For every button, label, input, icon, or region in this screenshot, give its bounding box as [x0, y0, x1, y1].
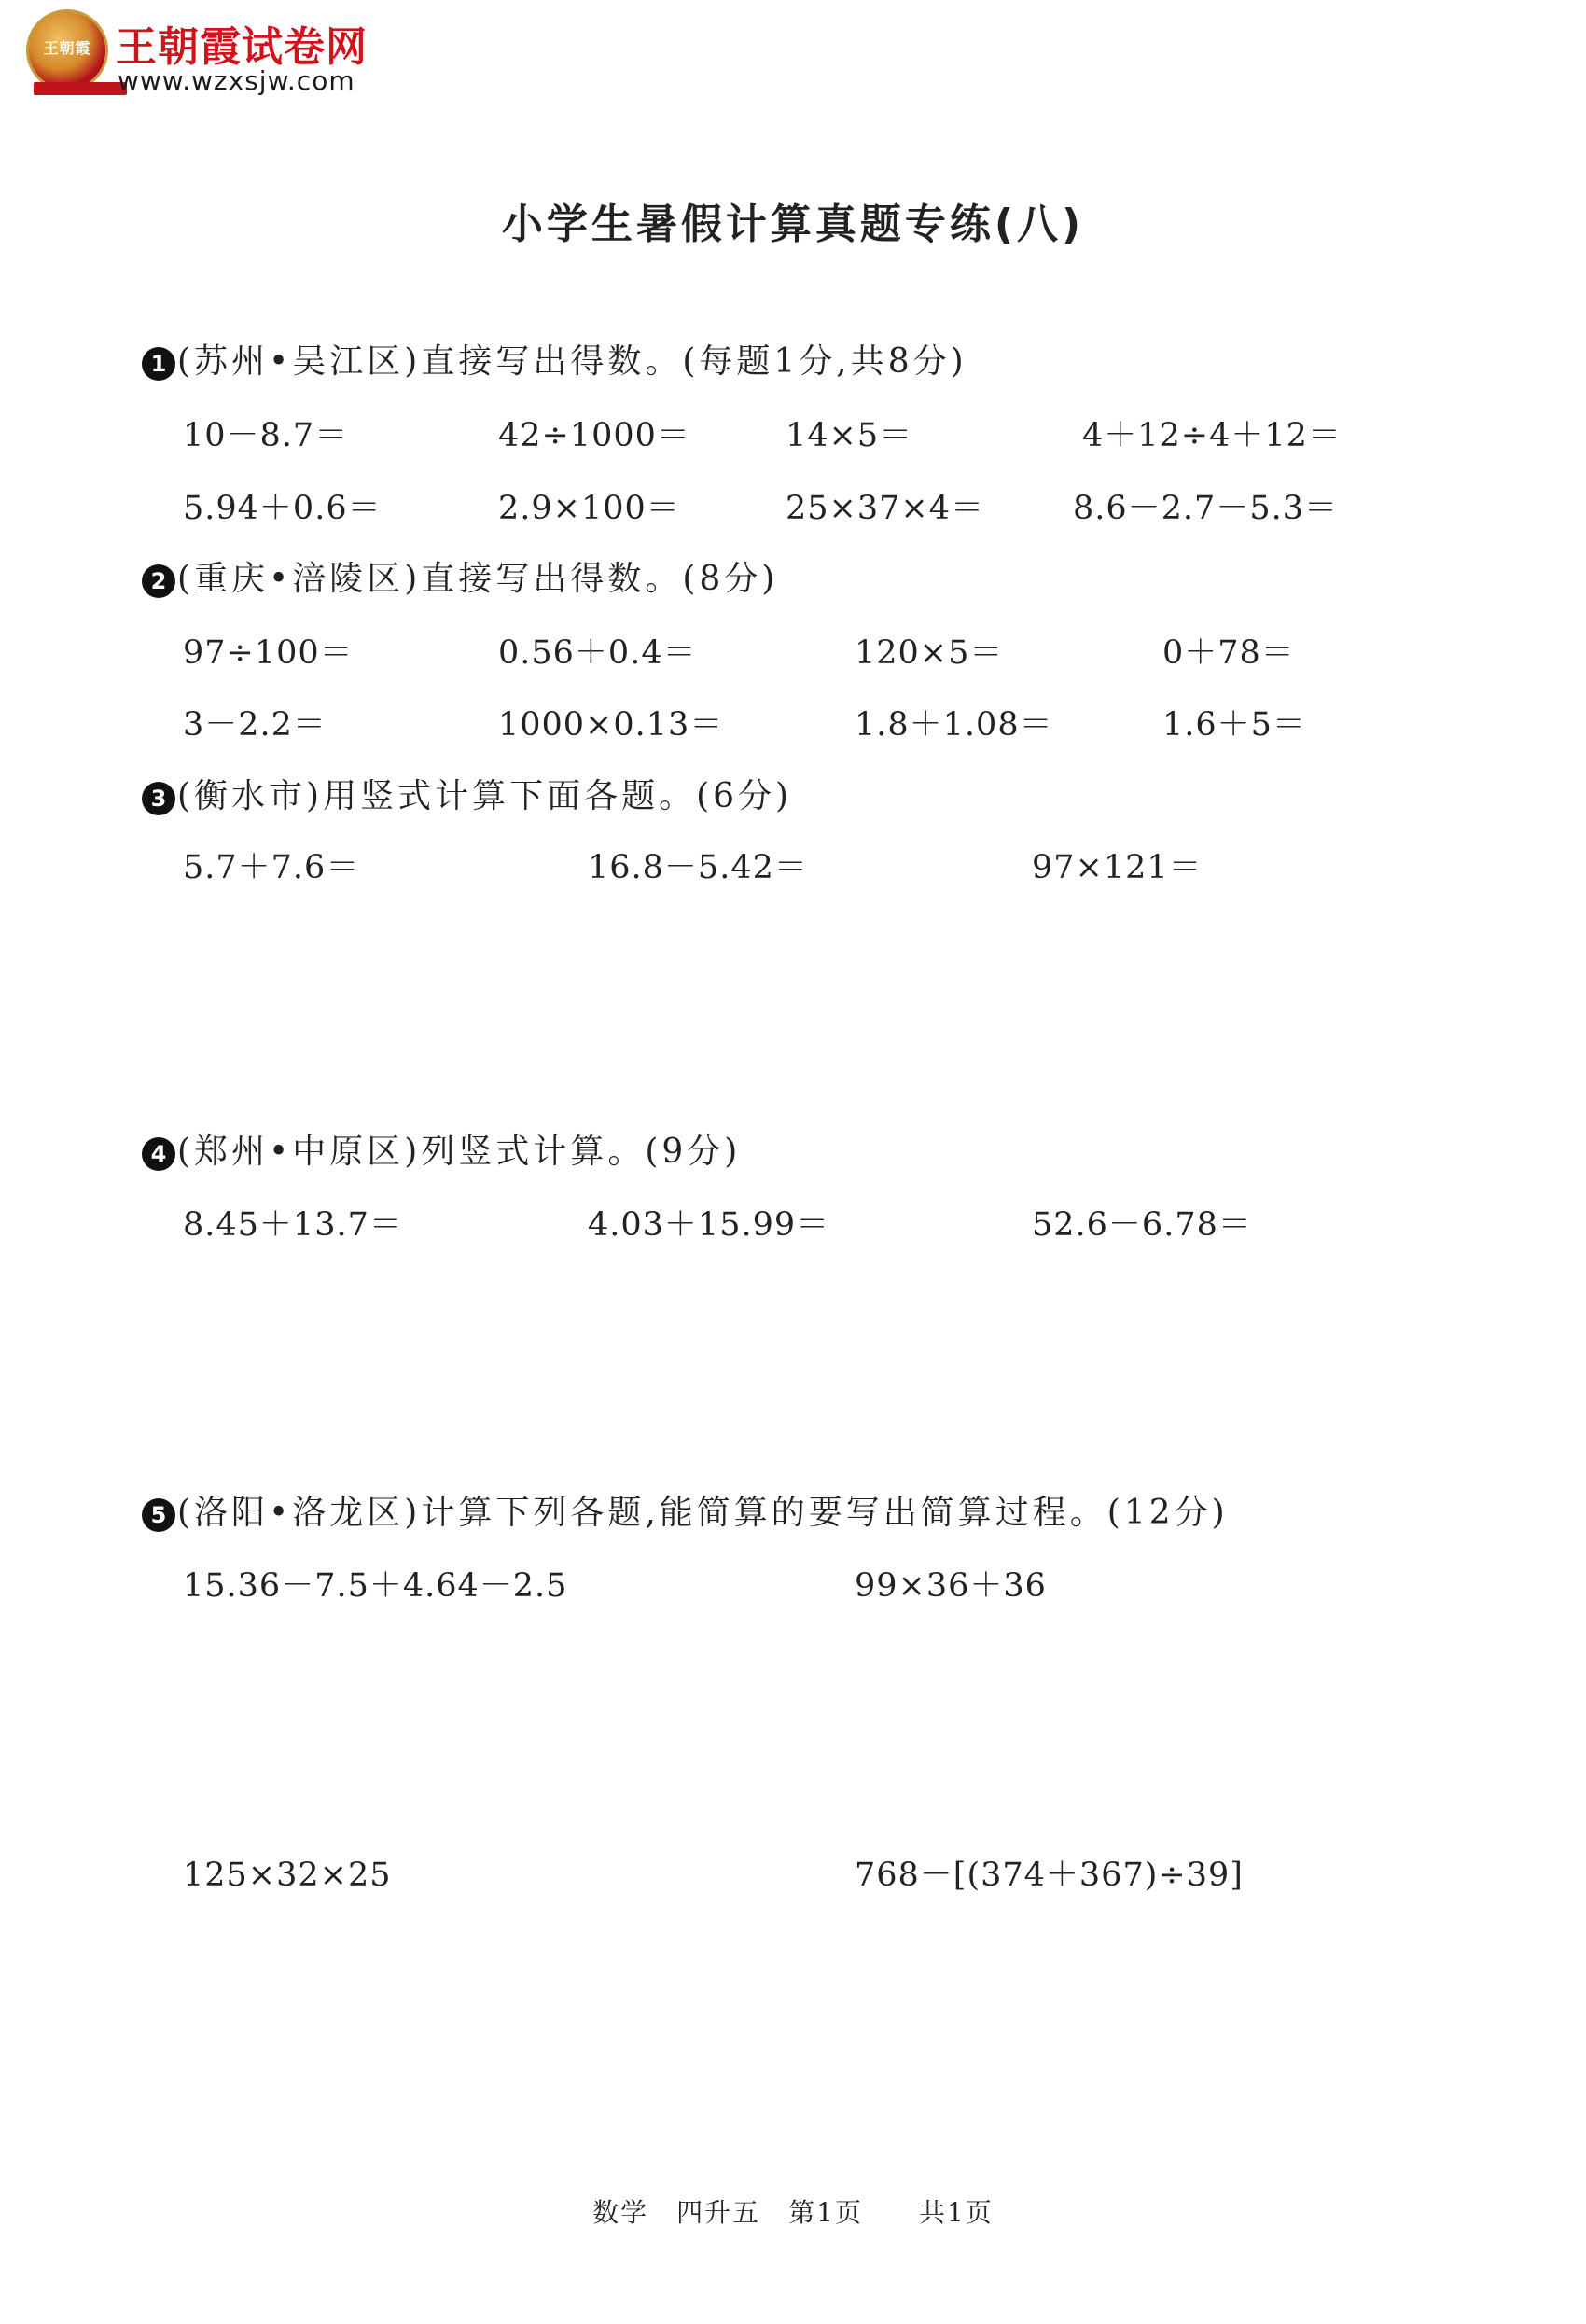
problem: 8.45＋13.7＝: [183, 1206, 403, 1244]
problem: 0＋78＝: [1162, 634, 1295, 672]
problem: 97×121＝: [1032, 849, 1203, 886]
problem: 125×32×25: [183, 1857, 392, 1894]
question-4-heading: [142, 1131, 741, 1174]
question-5-text: (洛阳•洛龙区)计算下列各题,能简算的要写出简算过程。(12分): [177, 1494, 1229, 1532]
site-url: www.wzxsjw.com: [118, 65, 355, 96]
problem: 5.94＋0.6＝: [183, 490, 382, 527]
question-2-text: (重庆•涪陵区)直接写出得数。(8分): [177, 560, 779, 598]
problem: 768－[(374＋367)÷39]: [855, 1857, 1244, 1894]
question-4-text: (郑州•中原区)列竖式计算。(9分): [177, 1133, 742, 1171]
problem: 5.7＋7.6＝: [183, 849, 360, 886]
question-number-badge: 4: [142, 1137, 175, 1171]
question-5-heading: [142, 1492, 1229, 1535]
problem: 16.8－5.42＝: [588, 849, 808, 886]
problem: 10－8.7＝: [183, 417, 349, 454]
question-3-heading: [142, 775, 792, 818]
problem: 1000×0.13＝: [498, 706, 724, 744]
brand-name: 王朝霞试卷网: [116, 23, 368, 71]
problem: 42÷1000＝: [498, 417, 690, 454]
problem: 14×5＝: [786, 417, 913, 454]
problem: 4.03＋15.99＝: [588, 1206, 830, 1244]
seal-text: 王朝霞: [43, 39, 91, 57]
page-footer: 数学 四升五 第1页 共1页: [592, 2197, 994, 2228]
seal-logo-icon: [26, 9, 108, 91]
question-number-badge: 2: [142, 564, 175, 598]
question-4-row-1: [0, 1202, 1586, 1248]
problem: 0.56＋0.4＝: [498, 634, 697, 672]
site-logo: [26, 9, 399, 101]
question-2-row-2: [0, 702, 1586, 748]
problem: 120×5＝: [855, 634, 1004, 672]
problem: 99×36＋36: [855, 1567, 1047, 1605]
question-3-text: (衡水市)用竖式计算下面各题。(6分): [177, 777, 793, 815]
question-5-row-1: [0, 1563, 1586, 1609]
ribbon-icon: [34, 82, 127, 95]
question-1-text: (苏州•吴江区)直接写出得数。(每题1分,共8分): [177, 342, 967, 381]
problem: 52.6－6.78＝: [1032, 1206, 1252, 1244]
problem: 4＋12÷4＋12＝: [1082, 417, 1342, 454]
problem: 1.6＋5＝: [1162, 706, 1306, 744]
problem: 3－2.2＝: [183, 706, 327, 744]
question-2-heading: [142, 558, 778, 601]
question-2-row-1: [0, 630, 1586, 676]
problem: 97÷100＝: [183, 634, 354, 672]
question-number-badge: 3: [142, 782, 175, 815]
page-title: 小学生暑假计算真题专练(八): [501, 201, 1085, 248]
question-5-row-2: [0, 1852, 1586, 1899]
question-number-badge: 5: [142, 1498, 175, 1532]
problem: 25×37×4＝: [786, 490, 984, 527]
question-1-heading: [142, 341, 967, 383]
question-number-badge: 1: [142, 347, 175, 381]
question-1-row-2: [0, 485, 1586, 532]
problem: 2.9×100＝: [498, 490, 680, 527]
problem: 15.36－7.5＋4.64－2.5: [183, 1567, 568, 1605]
problem: 1.8＋1.08＝: [855, 706, 1053, 744]
question-3-row-1: [0, 844, 1586, 891]
problem: 8.6－2.7－5.3＝: [1073, 490, 1338, 527]
question-1-row-1: [0, 412, 1586, 459]
